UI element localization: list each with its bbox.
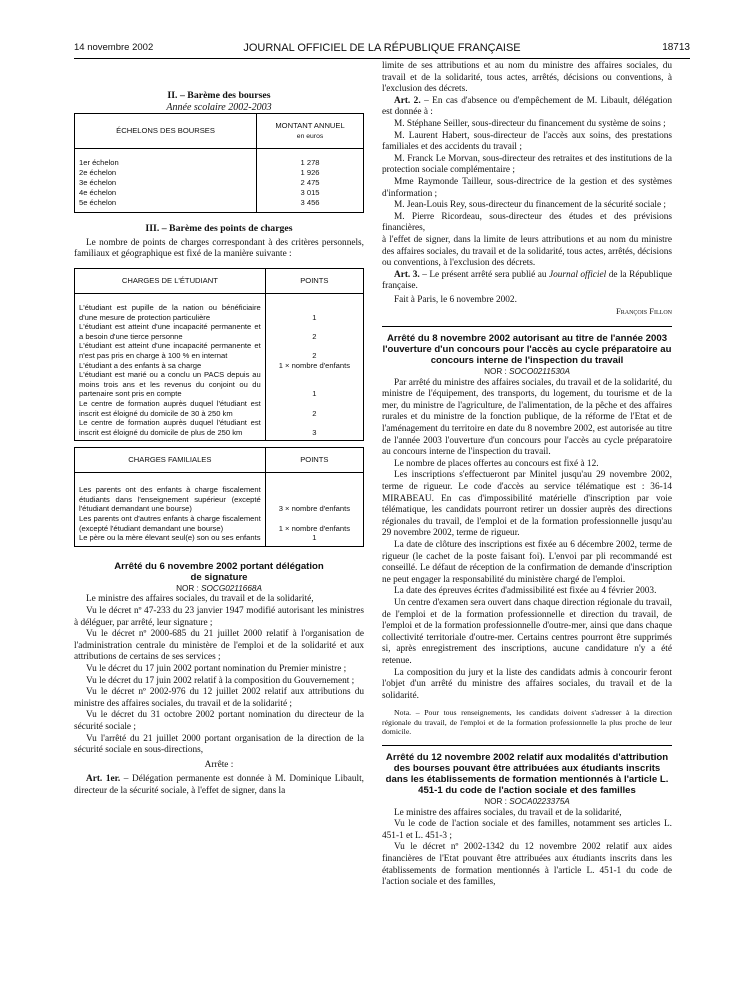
- art1-text: – Délégation permanente est donnée à M. Dominique Libault, directeur de la sécurité sociale, à l'effet de signer, dans la: [74, 774, 364, 796]
- table-header-row: [75, 114, 364, 149]
- nor-code: SOCO0211530A: [509, 367, 570, 377]
- page-header: [74, 42, 690, 56]
- arrete-12-nov-body: [382, 808, 672, 889]
- col-header-charges-etudiant: CHARGES DE L'ÉTUDIANT: [75, 268, 266, 293]
- arrete-12-nov-nor: [382, 796, 672, 808]
- nor-code: SOCA0223375A: [509, 797, 570, 807]
- arrete-6-nov-arrete: Arrête :: [204, 759, 234, 770]
- art3-text-a: – Le présent arrêté sera publié au: [419, 269, 549, 280]
- col-header-charges-familiales: CHARGES FAMILIALES: [75, 448, 266, 473]
- arrete-6-nov-heading: [74, 561, 364, 595]
- art2-paragraph: [382, 96, 672, 119]
- echelon-values-cell: [257, 149, 364, 213]
- signature: François Fillon: [615, 306, 672, 317]
- echelon-label: 2e échelon: [79, 168, 117, 178]
- charge-criterion: L'étudiant est pupille de la nation ou bénéficiaire d'une mesure de protection particulière: [79, 302, 261, 322]
- visa-paragraph: Vu le décret du 17 juin 2002 portant nomination du Premier ministre ;: [86, 664, 347, 674]
- charge-points: 1: [312, 312, 317, 322]
- art3-journal: Journal officiel: [549, 269, 607, 280]
- charge-points: 1 × nombre d'enfants: [278, 523, 351, 533]
- arrete-6-nov-body: [74, 594, 364, 756]
- charge-criterion: Les parents ont d'autres enfants à charge fiscalement (excepté l'étudiant demandant une bourse): [79, 514, 261, 533]
- arrete-6-nov-nor: [74, 583, 364, 595]
- visa-paragraph: Vu le décret nº 2000-685 du 21 juillet 2000 relatif à l'organisation de l'administration centrale du ministère de l'emploi et de la solidarité et aux attributions de certains de ses services ;: [74, 629, 364, 663]
- nor-code: SOCG0211668A: [201, 583, 262, 593]
- delegate-list: [382, 119, 672, 235]
- visa-paragraph: Vu le décret du 17 juin 2002 relatif à la composition du Gouvernement ;: [86, 675, 355, 686]
- visa-paragraph: Vu le décret du 31 octobre 2002 portant nomination du directeur de la sécurité sociale ;: [74, 710, 364, 732]
- visa-paragraph: Vu le code de l'action sociale et des familles, notamment ses articles L. 451-1 et L. 451-3 ;: [382, 819, 672, 841]
- echelon-labels-cell: [75, 149, 257, 213]
- col-header-montant-label: MONTANT ANNUEL: [275, 121, 345, 131]
- body-paragraph: Un centre d'examen sera ouvert dans chaque direction régionale du travail, de l'emploi et de la formation professionnelle et direction du travail, de l'emploi et de la formation professionnelle d'outre-mer, ainsi que dans chaque collectivité territoriale d'outre-mer. Certains centres pourront être supprimés si, après enregistrement des inscriptions, aucune candidature n'y a été retenue.: [382, 597, 672, 666]
- charge-points: 3 × nombre d'enfants: [278, 504, 351, 514]
- charge-points: 2: [312, 408, 317, 418]
- visa-paragraph: Le ministre des affaires sociales, du travail et de la solidarité,: [394, 807, 622, 818]
- charge-points: 3: [312, 427, 317, 437]
- col-header-echelons: ÉCHELONS DES BOURSES: [75, 114, 257, 149]
- body-paragraph: Le nombre de places offertes au concours est fixé à 12.: [394, 458, 599, 469]
- charge-criterion: L'étudiant est atteint d'une incapacité permanente et a besoin d'une tierce personne: [79, 322, 261, 341]
- body-paragraph: La date de clôture des inscriptions est fixée au 6 décembre 2002, terme de rigueur (le cachet de la poste faisant foi). L'envoi par pli recommandé est conseillé. Le défaut de réception de la confirmation de demande d'inscription ne peut engager la responsabilité du ministère chargé de l'emploi.: [382, 539, 672, 585]
- echelon-label: 5e échelon: [79, 198, 117, 208]
- charge-criterion: L'étudiant a des enfants à sa charge: [79, 360, 202, 370]
- art2-text: – En cas d'absence ou d'empêchement de M. Libault, délégation est donnée à :: [382, 95, 673, 118]
- delegate-entry: M. Stéphane Seiller, sous-directeur du financement du système de soins ;: [394, 118, 666, 129]
- visa-paragraph: Vu le décret nº 2002-1342 du 12 novembre 2002 relatif aux aides financières de l'Etat pouvant être attribuées aux étudiants inscrits dans les établissements de formation mentionnés à l'article L. 451-1 du code de l'action sociale et des familles,: [382, 842, 672, 888]
- nor-label: NOR :: [484, 797, 507, 807]
- echelon-label: 4e échelon: [79, 188, 117, 198]
- student-charges-labels: [75, 293, 266, 440]
- delegate-entry: M. Franck Le Morvan, sous-directeur des retraites et des institutions de la protection sociale complémentaire ;: [382, 153, 672, 176]
- body-paragraph: La date des épreuves écrites d'admissibilité est fixée au 4 février 2003.: [394, 586, 657, 597]
- table-header-row: [75, 448, 364, 473]
- section-divider: [382, 326, 672, 327]
- family-charges-table: [74, 447, 364, 547]
- charge-criterion: L'étudiant est atteint d'une incapacité permanente et n'est pas pris en charge à 100 % en internat: [79, 341, 261, 360]
- charge-criterion: L'étudiant est marié ou a conclu un PACS depuis au moins trois ans et les revenus du conjoint ou du partenaire sont pris en compte: [79, 370, 261, 399]
- echelon-amount: 3 456: [300, 198, 320, 208]
- section-iii-text: Le nombre de points de charges correspondant à des critères personnels, familiaux et géographique est fixé de la manière suivante :: [74, 237, 364, 260]
- body-paragraph: La composition du jury et la liste des candidats admis à concourir feront l'objet d'un arrêté du ministre des affaires sociales, du travail et de la solidarité.: [382, 667, 672, 701]
- section-ii-subtitle: Année scolaire 2002-2003: [166, 101, 272, 113]
- col-header-points: POINTS: [265, 448, 363, 473]
- nor-label: NOR :: [484, 367, 507, 377]
- body-paragraph: Par arrêté du ministre des affaires sociales, du travail et de la solidarité, du ministre de l'équipement, des transports, du logement, du tourisme et de la mer, du ministre de l'agriculture, de l'alimentation, de la pêche et des affaires rurales et du ministre de la fonction publique, de la réforme de l'Etat et de l'aménagement du territoire en date du 8 novembre 2002, est autorisée au titre de l'année 2003 l'ouverture d'un concours pour l'accès au cycle préparatoire au concours interne de l'inspection du travail.: [382, 377, 672, 458]
- journal-title: JOURNAL OFFICIEL DE LA RÉPUBLIQUE FRANÇAISE: [243, 42, 521, 54]
- echelon-amount: 2 475: [300, 178, 320, 188]
- col-header-points: POINTS: [265, 268, 363, 293]
- echelon-label: 3e échelon: [79, 178, 117, 188]
- arrete-6-nov-title: Arrêté du 6 novembre 2002 portant délégation de signature: [114, 560, 324, 583]
- table-header-row: [75, 268, 364, 293]
- charge-points: 1 × nombre d'enfants: [278, 360, 351, 370]
- section-iii-title: III. – Barème des points de charges: [145, 223, 293, 235]
- col-header-montant: [257, 114, 364, 149]
- arrete-8-nov-nor: [382, 366, 672, 378]
- table-row: [75, 293, 364, 440]
- charge-criterion: Les parents ont des enfants à charge fiscalement étudiants dans l'enseignement supérieur (excepté l'étudiant demandant une bourse): [79, 485, 261, 514]
- left-column: [74, 62, 364, 798]
- charge-criterion: Le père ou la mère élevant seul(e) son ou ses enfants: [79, 533, 261, 543]
- arrete-12-nov-title: Arrêté du 12 novembre 2002 relatif aux modalités d'attribution des bourses pouvant être attribuées aux étudiants inscrits dans les établissements de formation mentionnés à l'article L. 451-1 du code de l'action sociale et des familles: [385, 752, 669, 797]
- section-divider: [382, 745, 672, 746]
- art1-continuation: limite de ses attributions et au nom du ministre des affaires sociales, du travail et de la solidarité, tous actes, arrêtés, décisions ou conventions, à l'exclusion des décrets.: [382, 61, 672, 95]
- art1-label: Art. 1er.: [86, 774, 121, 785]
- right-column: [382, 61, 672, 889]
- art3-label: Art. 3.: [394, 269, 420, 280]
- visa-paragraph: Vu le décret nº 2002-976 du 12 juillet 2002 relatif aux attributions du ministre des affaires sociales, du travail et de la solidarité ;: [74, 687, 364, 709]
- visa-paragraph: Vu l'arrêté du 21 juillet 2000 portant organisation de la direction de la sécurité sociale en sous-directions,: [74, 733, 364, 756]
- scholarship-scale-table: [74, 113, 364, 213]
- family-charges-points: [265, 473, 363, 547]
- charge-points: 2: [312, 331, 317, 341]
- echelon-amount: 1 278: [300, 158, 320, 168]
- col-header-unit: en euros: [296, 132, 324, 140]
- visa-paragraph: Vu le décret nº 47-233 du 23 janvier 1947 modifié autorisant les ministres à déléguer, par arrêté, leur signature ;: [74, 606, 364, 628]
- arrete-8-nov-title: Arrêté du 8 novembre 2002 autorisant au titre de l'année 2003 l'ouverture d'un concours pour l'accès au cycle préparatoire au concours interne de l'inspection du travail: [382, 333, 672, 367]
- echelon-amount: 1 926: [300, 168, 320, 178]
- charge-criterion: Le centre de formation auprès duquel l'étudiant est inscrit est éloigné du domicile de 30 à 250 km: [79, 398, 261, 418]
- arrete-6-nov-art1: [74, 774, 364, 797]
- nor-label: NOR :: [176, 583, 199, 593]
- arrete-8-nov-body: [382, 378, 672, 703]
- delegate-entry: M. Pierre Ricordeau, sous-directeur des études et des prévisions financières,: [382, 211, 672, 234]
- student-charges-table: [74, 268, 364, 441]
- fait-a-paris: Fait à Paris, le 6 novembre 2002.: [394, 294, 517, 305]
- table-row: [75, 473, 364, 547]
- student-charges-points: [265, 293, 363, 440]
- charge-points: 2: [312, 350, 317, 360]
- body-paragraph: Les inscriptions s'effectueront par Minitel jusqu'au 29 novembre 2002, terme de rigueur. Le code d'accès au service télématique est : 36-14 MIRABEAU. En cas d'impossibilité matérielle d'inscription par voie télématique, les candidats pourront retirer un dossier auprès des directions régionales du travail, de l'emploi et de la formation professionnelle jusqu'au 29 novembre 2002, terme de rigueur.: [382, 470, 672, 539]
- charge-points: 1: [312, 533, 317, 543]
- header-date: 14 novembre 2002: [74, 42, 154, 53]
- table-row: [75, 149, 364, 213]
- charge-points: 1: [312, 389, 317, 399]
- echelon-amount: 3 015: [300, 188, 320, 198]
- delegate-entry: Mme Raymonde Tailleur, sous-directrice de la gestion et des systèmes d'information ;: [382, 176, 672, 199]
- delegation-scope: à l'effet de signer, dans la limite de leurs attributions et au nom du ministre des affaires sociales, du travail et de la solidarité, tous actes, arrêtés, décisions ou conventions, à l'exclusion des décrets.: [382, 234, 672, 269]
- family-charges-labels: [75, 473, 266, 547]
- art3-paragraph: [382, 270, 672, 293]
- art2-label: Art. 2.: [394, 95, 421, 106]
- header-rule: [74, 58, 690, 59]
- delegate-entry: M. Laurent Habert, sous-directeur de l'accès aux soins, des prestations familiales et des accidents du travail ;: [382, 130, 672, 153]
- visa-paragraph: Le ministre des affaires sociales, du travail et de la solidarité,: [86, 594, 314, 605]
- charge-criterion: Le centre de formation auprès duquel l'étudiant est inscrit est éloigné du domicile de plus de 250 km: [79, 418, 261, 437]
- section-ii-title: II. – Barème des bourses: [167, 90, 271, 101]
- art3-text-b: de la République française.: [382, 269, 673, 292]
- delegate-entry: M. Jean-Louis Rey, sous-directeur du financement de la sécurité sociale ;: [394, 200, 667, 211]
- nota: Nota. – Pour tous renseignements, les candidats doivent s'adresser à la direction régionale du travail, de l'emploi et de la formation professionnelle la plus proche de leur domicile.: [382, 708, 672, 737]
- page-number: 18713: [662, 42, 690, 53]
- echelon-label: 1er échelon: [79, 158, 119, 168]
